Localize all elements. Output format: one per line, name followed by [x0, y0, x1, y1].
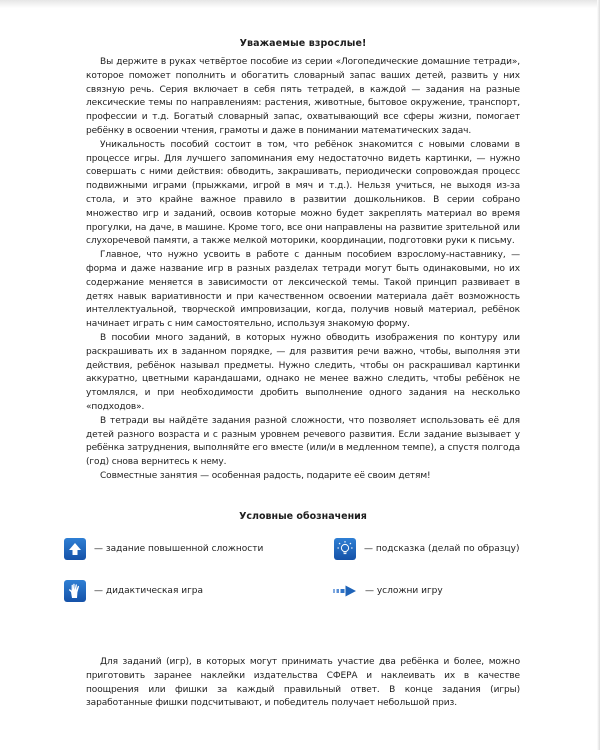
legend-text-didactic-game: — дидактическая игра [94, 586, 204, 596]
page-top-shadow [0, 0, 600, 8]
legend-title: Условные обозначения [239, 511, 367, 522]
lightbulb-icon [334, 538, 356, 560]
intro-section [86, 38, 520, 484]
intro-paragraph-6: Совместные занятия — особенная радость, подарите её своим детям! [100, 470, 431, 481]
up-arrow-icon [64, 538, 86, 560]
intro-paragraph-4: В пособии много заданий, в которых нужно обводить изображения по контуру или раскрашивать их в заданном порядке, — для развития речи важно, чтобы, выполняя эти действия, ребёнок называл предметы. Нужно следить, чтобы он раскрашивал картинки аккуратно, цветными карандашами, однако не менее важно следить, чтобы ребёнок не утомлялся, и при необходимости дробить выполнение одного задания на несколько «подходов». [86, 332, 520, 412]
intro-paragraph-2: Уникальность пособий состоит в том, что ребёнок знакомится с новыми словами в процессе игры. Для лучшего запоминания ему недостаточно видеть картинки, — нужно совершать с ними действия: обводить, закрашивать, периодически сопровождая процесс подвижными играми (прыжками, игрой в мяч и т.д.). Нельзя учиться, не выходя из-за стола, и это крайне важное правило в развитии дошкольников. В серии собрано множество игр и заданий, освоив которые можно будет закреплять материал во время прогулки, на даче, в машине. Кроме того, все они направлены на развитие зрительной или слухоречевой памяти, а также мелкой моторики, координации, подготовки руки к письму. [86, 139, 520, 247]
arrow-right-icon [333, 580, 357, 602]
legend-item-hard-task [64, 538, 263, 560]
legend-item-hint [334, 538, 520, 560]
legend-text-hint: — подсказка (делай по образцу) [364, 544, 520, 554]
legend-item-harder-game [333, 580, 443, 602]
intro-paragraph-1: Вы держите в руках четвёртое пособие из серии «Логопедические домашние тетради», которое поможет пополнить и обогатить словарный запас ваших детей, развить у них связную речь. Серия включает в себя пять тетрадей, в каждой — задания на разные лексические темы по направлениям: растения, животные, бытовое окружение, транспорт, профессии и т.д. Богатый словарный запас, охватывающий все сферы жизни, помогает ребёнку в освоении чтения, грамоты и даже в понимании математических задач. [86, 57, 520, 136]
hand-icon [64, 580, 86, 602]
intro-title: Уважаемые взрослые! [239, 38, 367, 49]
footer-note-section [86, 656, 520, 711]
legend-text-hard-task: — задание повышенной сложности [94, 544, 264, 554]
footer-note: Для заданий (игр), в которых могут принимать участие два ребёнка и более, можно приготовить заранее наклейки издательства СФЕРА и наклеивать их в качестве поощрения или фишки за каждый правильный ответ. В конце задания (игры) заработанные фишки подсчитывают, и победитель получает небольшой приз. [86, 657, 520, 709]
intro-paragraph-5: В тетради вы найдёте задания разной сложности, что позволяет использовать её для детей разного возраста и с разным уровнем речевого развития. Если задание вызывает у ребёнка затруднения, выполняйте его вместе (или/и в медленном темпе), а спустя полгода (год) снова вернитесь к нему. [86, 415, 520, 468]
legend-item-didactic-game [64, 580, 203, 602]
intro-paragraph-3: Главное, что нужно усвоить в работе с данным пособием взрослому-наставнику, — форма и даже название игр в разных разделах тетради могут быть одинаковыми, но их содержание меняется в зависимости от лексической темы. Такой принцип развивает в детях навык вариативности и при качественном освоении материала даёт возможность интеллектуальной, творческой импровизации, когда, получив новый материал, ребёнок начинает играть с ним самостоятельно, используя знакомую форму. [86, 250, 520, 330]
legend-text-harder-game: — усложни игру [365, 586, 443, 596]
